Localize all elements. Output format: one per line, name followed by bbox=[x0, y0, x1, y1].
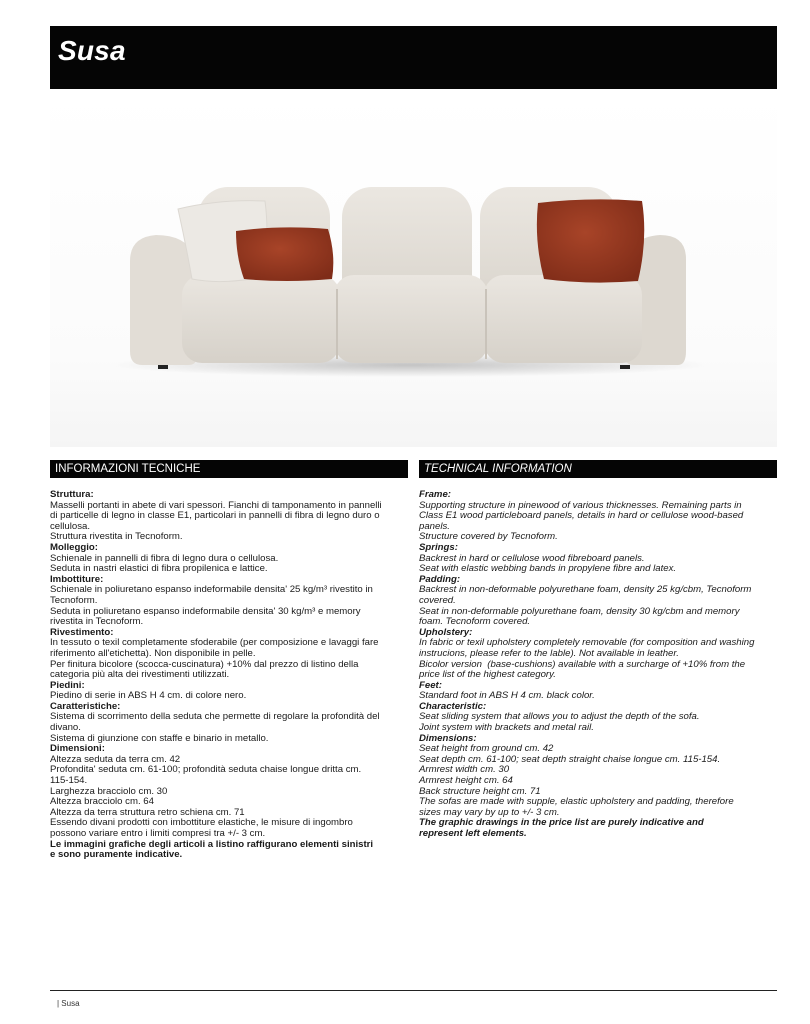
spec-line: Class E1 wood particleboard panels, details in hard or cellulose wood-based bbox=[419, 510, 744, 522]
spec-line: covered. bbox=[419, 594, 456, 606]
spec-line: Bicolor version (base-cushions) available with a surcharge of +10% from the bbox=[419, 658, 746, 670]
product-photo bbox=[50, 89, 777, 447]
spec-text-it bbox=[50, 490, 408, 861]
spec-line: 115-154. bbox=[50, 775, 88, 787]
sofa-foot bbox=[620, 365, 630, 369]
spec-heading: Imbottiture: bbox=[50, 573, 104, 585]
spec-line: rivestita in Tecnoform. bbox=[50, 616, 144, 628]
spec-line: Masselli portanti in abete di vari spessori. Fianchi di tamponamento in pannelli bbox=[50, 499, 382, 511]
spec-line: di particelle di legno in classe E1, particolari in pannelli di fibra di legno duro o bbox=[50, 510, 380, 522]
spec-line: instrucions, please refer to the lable). Not available in leather. bbox=[419, 647, 679, 659]
spec-line: Supporting structure in pinewood of various thicknesses. Remaining parts in bbox=[419, 499, 742, 511]
spec-line: Sistema di scorrimento della seduta che permette di regolare la profondità del bbox=[50, 711, 380, 723]
spec-line: Seduta in nastri elastici di fibra propilenica e lattice. bbox=[50, 563, 268, 575]
section-header-it: INFORMAZIONI TECNICHE bbox=[50, 460, 408, 478]
section-header-en: TECHNICAL INFORMATION bbox=[419, 460, 777, 478]
spec-line: Essendo divani prodotti con imbottiture elastiche, le misure di ingombro bbox=[50, 817, 353, 829]
spec-heading: Struttura: bbox=[50, 489, 94, 500]
title-bar bbox=[50, 26, 777, 89]
spec-line: Profondita' seduta cm. 61-100; profondità seduta chaise longue dritta cm. bbox=[50, 764, 362, 776]
spec-line: cellulosa. bbox=[50, 520, 90, 532]
spec-heading: Characteristic: bbox=[419, 700, 487, 712]
spec-note: The graphic drawings in the price list are purely indicative and bbox=[419, 817, 704, 829]
spec-heading: Feet: bbox=[419, 679, 442, 691]
spec-line: Piedino di serie in ABS H 4 cm. di colore nero. bbox=[50, 690, 247, 702]
spec-note: represent left elements. bbox=[419, 828, 527, 839]
spec-line: Sistema di giunzione con staffe e binario in metallo. bbox=[50, 732, 269, 744]
spec-line: Schienale in pannelli di fibra di legno dura o cellulosa. bbox=[50, 552, 279, 564]
spec-heading: Upholstery: bbox=[419, 626, 473, 638]
spec-line: Back structure height cm. 71 bbox=[419, 785, 541, 797]
spec-line: Larghezza bracciolo cm. 30 bbox=[50, 785, 168, 797]
spec-line: Armrest height cm. 64 bbox=[419, 775, 513, 787]
spec-line: price list of the highest category. bbox=[419, 669, 556, 681]
spec-line: Seduta in poliuretano espanso indeformabile densita' 30 kg/m³ e memory bbox=[50, 605, 361, 617]
spec-heading: Molleggio: bbox=[50, 541, 98, 553]
spec-line: Schienale in poliuretano espanso indeformabile densita' 25 kg/m³ rivestito in bbox=[50, 584, 373, 596]
spec-line: panels. bbox=[419, 520, 450, 532]
spec-line: Seat sliding system that allows you to adjust the depth of the sofa. bbox=[419, 711, 700, 723]
spec-line: foam. Tecnoform covered. bbox=[419, 616, 531, 628]
spec-heading: Dimensioni: bbox=[50, 743, 105, 755]
spec-line: Armrest width cm. 30 bbox=[419, 764, 510, 776]
spec-line: Structure covered by Tecnoform. bbox=[419, 531, 558, 543]
footer-label: | Susa bbox=[57, 999, 80, 1008]
spec-heading: Piedini: bbox=[50, 679, 85, 691]
technical-info-italian bbox=[50, 460, 408, 861]
spec-heading: Dimensions: bbox=[419, 732, 477, 744]
spec-line: Seat in non-deformable polyurethane foam, density 30 kg/cbm and memory bbox=[419, 605, 740, 617]
spec-note: Le immagini grafiche degli articoli a listino raffigurano elementi sinistri bbox=[50, 838, 374, 850]
spec-line: Altezza seduta da terra cm. 42 bbox=[50, 753, 181, 765]
technical-info-english bbox=[419, 460, 777, 840]
spec-heading: Rivestimento: bbox=[50, 626, 114, 638]
spec-line: Standard foot in ABS H 4 cm. black color. bbox=[419, 690, 595, 702]
spec-note: e sono puramente indicative. bbox=[50, 849, 183, 861]
footer-rule bbox=[50, 990, 777, 991]
spec-line: sizes may vary by up to +/- 3 cm. bbox=[419, 806, 560, 818]
spec-line: Altezza da terra struttura retro schiena cm. 71 bbox=[50, 806, 245, 818]
sofa bbox=[130, 187, 686, 369]
spec-line: possono variare entro i limiti compresi tra +/- 3 cm. bbox=[50, 828, 266, 839]
seat-right bbox=[484, 275, 642, 363]
spec-heading: Frame: bbox=[419, 489, 451, 500]
spec-heading: Padding: bbox=[419, 573, 461, 585]
spec-heading: Springs: bbox=[419, 541, 458, 553]
page-title: Susa bbox=[58, 35, 126, 66]
sofa-foot bbox=[158, 365, 168, 369]
spec-line: Backrest in hard or cellulose wood fibreboard panels. bbox=[419, 552, 645, 564]
spec-line: Joint system with brackets and metal rail. bbox=[419, 722, 594, 734]
spec-line: The sofas are made with supple, elastic upholstery and padding, therefore bbox=[419, 796, 734, 808]
spec-line: Tecnoform. bbox=[50, 594, 98, 606]
spec-line: Struttura rivestita in Tecnoform. bbox=[50, 531, 183, 543]
spec-line: Seat with elastic webbing bands in propylene fibre and latex. bbox=[419, 563, 677, 575]
spec-line: Seat height from ground cm. 42 bbox=[419, 743, 554, 755]
spec-line: Backrest in non-deformable polyurethane foam, density 25 kg/cbm, Tecnoform bbox=[419, 584, 752, 596]
seat-center bbox=[334, 275, 488, 363]
spec-heading: Caratteristiche: bbox=[50, 700, 121, 712]
seat-left bbox=[182, 275, 340, 363]
spec-line: Altezza bracciolo cm. 64 bbox=[50, 796, 154, 808]
spec-line: riferimento all'etichetta). Non disponibile in pelle. bbox=[50, 647, 256, 659]
spec-line: Seat depth cm. 61-100; seat depth straight chaise longue cm. 115-154. bbox=[419, 753, 721, 765]
spec-line: categoria più alta dei rivestimenti utilizzati. bbox=[50, 669, 230, 681]
spec-line: In fabric or texil upholstery completely removable (for composition and washing bbox=[419, 637, 755, 649]
spec-text-en bbox=[419, 490, 777, 840]
pillow-rust-large bbox=[537, 199, 644, 282]
spec-line: divano. bbox=[50, 722, 81, 734]
spec-line: Per finitura bicolore (scocca-cuscinatura) +10% dal prezzo di listino della bbox=[50, 658, 359, 670]
spec-line: In tessuto o texil completamente sfoderabile (per composizione e lavaggi fare bbox=[50, 637, 379, 649]
pillow-rust-small bbox=[236, 227, 333, 281]
